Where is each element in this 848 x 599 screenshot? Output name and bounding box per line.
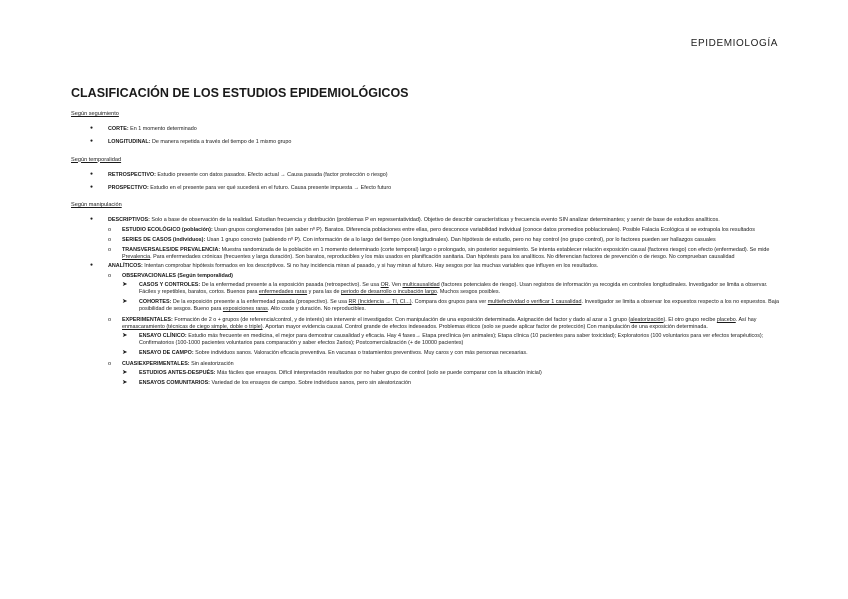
term-text: Formación de 2 o + grupos (de referencia/control, y de interés) sin intervenir el investigador. Con manipulación de una exposición determinada. Asignación del factor y dado al azar a 1 grupo ( (172, 316, 631, 323)
term-text: . Para enfermedades crónicas (frecuentes y larga duración). Son baratos, reproducibles y los más usados en planificación sanitaria. Dan hipótesis para los analíticos. No diferencian factores de prevención o de riesgo. No comprueban causalidad (150, 254, 735, 261)
list-item-observacionales (108, 273, 781, 314)
term-label: CORTE: (108, 126, 129, 133)
list-item-comunitarios (122, 380, 781, 387)
underlined-term: aleatorización (630, 316, 664, 323)
term-text: . Investigador se limita a observar los expuestos respecto a los no expuestos. Baja posibilidad de sesgos. Bueno para (139, 299, 779, 313)
list-item-corte (71, 126, 781, 133)
term-text: Usan 1 grupo concreto (sabiendo nº P). Con información de a lo largo del tiempo (son longitudinales). Dan hipótesis de estudio, pero no hay control (no grupo control), por lo factores pueden ser hallazgos casuales (205, 236, 716, 243)
term-text: Estudio más frecuente en medicina, el mejor para demostrar causalidad y eficacia. Hay 4 fases→ Etapa preclínica (en animales); Etapa clínica (10 pacientes para saber toxicidad); Exploratorios (100 voluntarios para ver efectos terapéuticos); Confirmatorios (100-1000 pacientes voluntarios para comparación y saber efectos 2arios); Postcomercialización (+ de 10000 pacientes) (139, 333, 764, 347)
term-label: ENSAYO CLÍNICO: (139, 333, 187, 340)
term-text: Estudio presente con datos pasados. Efecto actual → Causa pasada (factor protección o riesgo) (155, 171, 388, 178)
list-item-analiticos (71, 263, 781, 387)
term-label: ANALÍTICOS: (108, 263, 143, 270)
term-text: . Ven (388, 281, 403, 288)
underlined-term: OR (380, 281, 389, 288)
list-item-ecologico (108, 227, 781, 234)
underlined-term: exposiciones raras (222, 306, 268, 313)
list-item-descriptivos (71, 217, 781, 261)
term-text: Sobre individuos sanos. Valoración eficacia preventiva. En vacunas o tratamientos preventivos. Muy caros y con más personas necesarias. (193, 350, 528, 357)
term-text: De la enfermedad presente a la exposición pasada (retrospectivo). Se usa (200, 281, 381, 288)
term-label: TRANSVERSALES/DE PREVALENCIA: (122, 247, 221, 254)
term-text: . Aportan mayor evidencia causal. Control grande de efectos indeseados. Problemas éticos (solo se puede aplicar factor de protección) Con manipulación de una exposición determinada. (262, 323, 708, 330)
term-label: RETROSPECTIVO: (108, 171, 156, 178)
underlined-term: periodo de desarrollo o incubación largo (340, 289, 437, 296)
list-item-transversales (108, 247, 781, 261)
term-label: ESTUDIOS ANTES-DESPUÉS: (139, 369, 216, 376)
list-item-casos-controles (122, 282, 781, 296)
list-item-ensayo-clinico (122, 333, 781, 347)
term-label: DESCRIPTIVOS: (108, 217, 150, 224)
list-temporalidad (71, 172, 781, 192)
list-item-cohortes (122, 299, 781, 313)
term-label: PROSPECTIVO: (108, 185, 149, 192)
list-seguimiento (71, 126, 781, 146)
list-item-antes-despues (122, 370, 781, 377)
sublist-observacionales (122, 282, 781, 314)
term-text: . Compara dos grupos para ver (411, 299, 488, 306)
underlined-term: Prevalencia (122, 254, 151, 261)
term-text: Muestra randomizada de la población en 1 momento determinado (corte temporal) largo o prolongado, sin posterior seguimiento. Se intenta establecer relación exposición causal (factores riesgo) con efecto (enfermedad). Se mide (220, 247, 770, 254)
term-label: ENSAYO DE CAMPO: (139, 350, 194, 357)
list-item-series-casos (108, 237, 781, 244)
underlined-term: RR (Incidencia → TI, CI...) (348, 299, 412, 306)
term-text: . Así hay (735, 316, 757, 323)
term-text: De manera repetida a través del tiempo de 1 mismo grupo (150, 139, 292, 146)
section-heading-seguimiento: Según seguimiento (71, 111, 119, 117)
list-item-longitudinal (71, 139, 781, 146)
term-text: De la exposición presente a la enfermedad pasada (prospectivo). Se usa (171, 299, 349, 306)
page-title: CLASIFICACIÓN DE LOS ESTUDIOS EPIDEMIOLÓGICOS (71, 86, 409, 100)
list-item-prospectivo (71, 185, 781, 192)
sublist-cuasiexperimentales (122, 370, 781, 387)
sublist-descriptivos (108, 227, 781, 262)
list-item-ensayo-campo (122, 350, 781, 357)
underlined-term: placebo (716, 316, 736, 323)
term-text: ). El otro grupo recibe (663, 316, 717, 323)
term-text: Sin aleatorización (189, 360, 234, 367)
sublist-experimentales (122, 333, 781, 358)
term-text: Solo a base de observación de la realidad. Estudian frecuencia y distribución (problemas P en representatividad). Objetivo de describir características y frecuencia evento SIN analizar determinantes; y servir de base de estudios analíticos. (149, 217, 720, 224)
term-label: COHORTES: (139, 299, 172, 306)
list-item-experimentales (108, 317, 781, 358)
term-text: . Muchos sesgos posibles. (436, 289, 501, 296)
document-body (71, 111, 781, 393)
term-text: (factores potenciales de riesgo). Usan registros de información ya recogida en controles longitudinales. Investigador se limita a observar. Fáciles y repetibles, baratos, cortos. Buenos para (139, 281, 768, 296)
sublist-analiticos (108, 273, 781, 388)
underlined-term: multiefectividad o verificar 1 causalidad (487, 299, 582, 306)
term-text: Más fáciles que ensayos. Difícil interpretación resultados por no haber grupo de control (solo se puede comparar con la situación inicial) (215, 369, 542, 376)
underlined-term: multicausalidad (402, 281, 440, 288)
term-label: EXPERIMENTALES: (122, 316, 173, 323)
term-label: CASOS Y CONTROLES: (139, 281, 201, 288)
underlined-term: enfermedades raras (258, 289, 308, 296)
document-header: EPIDEMIOLOGÍA (690, 38, 778, 49)
term-label: ENSAYOS COMUNITARIOS: (139, 380, 210, 387)
term-text: Intentan comprobar hipótesis formados en los descriptivos. Si no hay incidencia miran al pasado, y si hay miran al futuro. Hay sesgos por las muchas variables que influyen en los resultados. (142, 263, 599, 270)
term-label: SERIES DE CASOS (individuos): (122, 236, 206, 243)
term-label: LONGITUDINAL: (108, 139, 151, 146)
section-heading-temporalidad: Según temporalidad (71, 156, 122, 163)
list-item-cuasiexperimentales (108, 361, 781, 388)
list-analiticos (71, 263, 781, 387)
term-text: Usan grupos conglomerados (sin saber nº P). Baratos. Diferencia poblaciones entre ellas, pero desconoce variabilidad individual (conoce datos promedios poblacionales). Posible Falacia Ecológica si se extrapola los resultados (212, 226, 755, 233)
term-text: . Alto coste y duración. No reproducibles. (267, 306, 366, 313)
term-text: Estudio en el presente para ver qué sucederá en el futuro. Causa presente impuesta → Efecto futuro (148, 185, 392, 192)
underlined-term: enmascaramiento (técnicas de ciego simple, doble o triple) (122, 323, 263, 330)
term-label: ESTUDIO ECOLÓGICO (población): (122, 226, 213, 233)
term-text: y para las de (307, 289, 341, 296)
section-heading-manipulacion: Según manipulación (71, 202, 122, 209)
list-manipulacion (71, 217, 781, 261)
term-text: Variedad de los ensayos de campo. Sobre individuos sanos, pero sin aleatorización (209, 380, 411, 387)
term-label: OBSERVACIONALES (Según temporalidad) (122, 272, 233, 279)
term-text: En 1 momento determinado (128, 126, 197, 133)
list-item-retrospectivo (71, 172, 781, 179)
term-label: CUASIEXPERIMENTALES: (122, 360, 190, 367)
